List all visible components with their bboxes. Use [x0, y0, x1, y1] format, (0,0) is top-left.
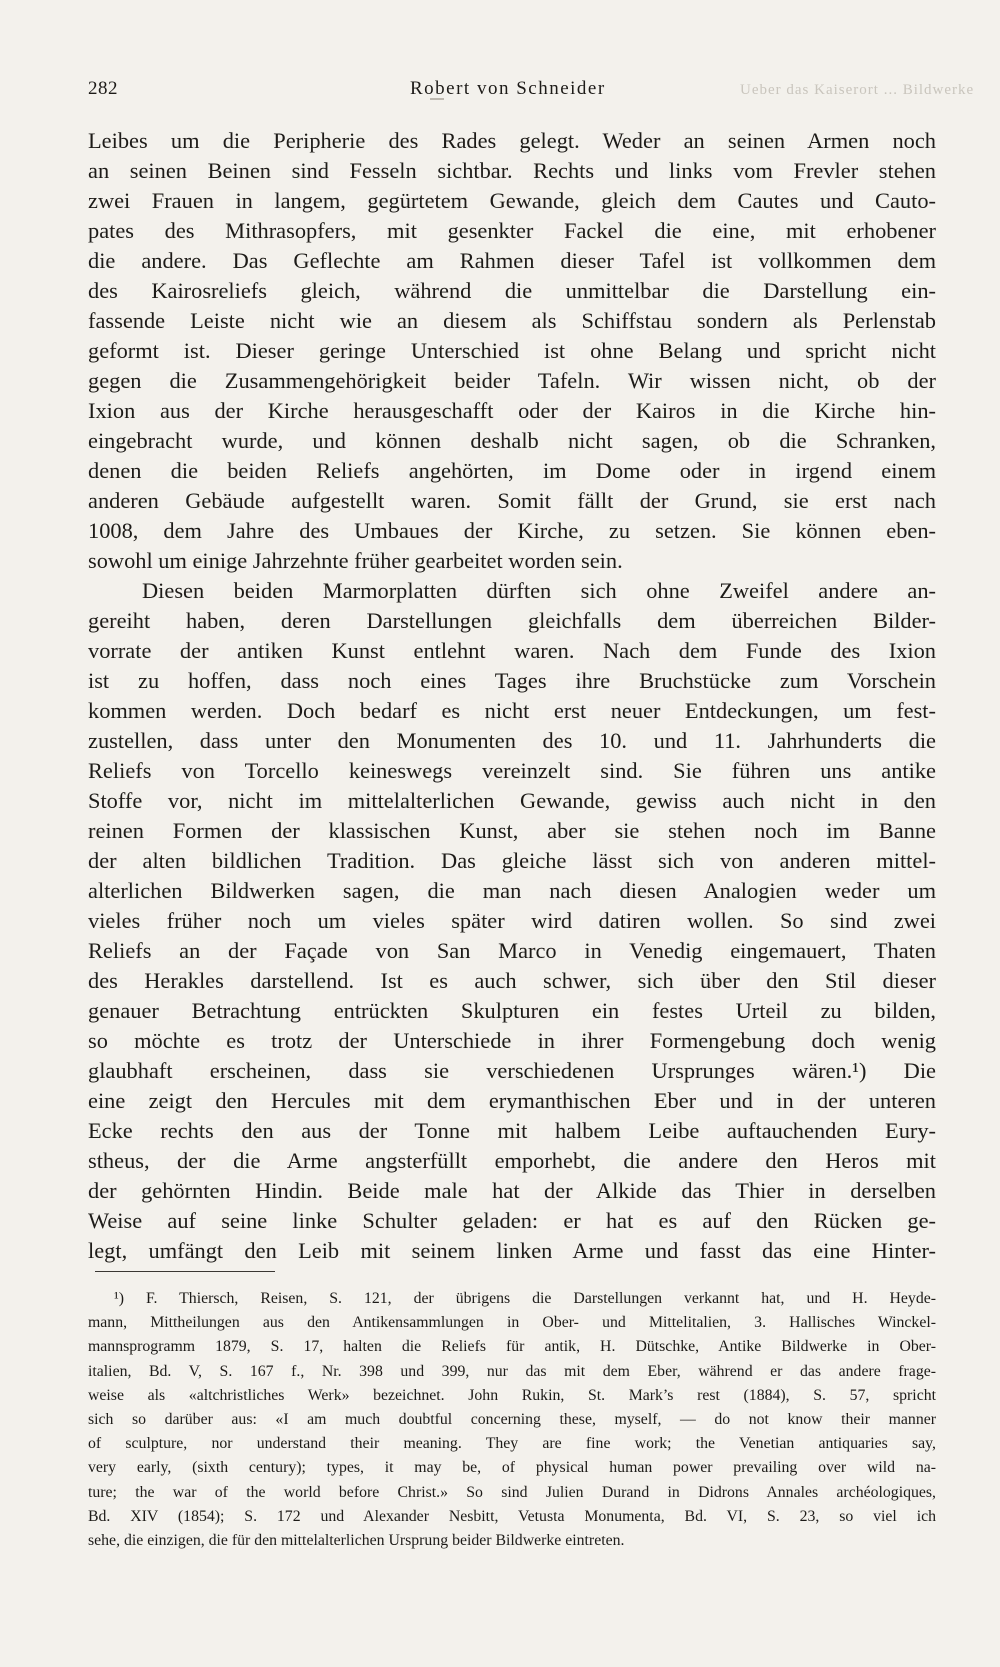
footnote-line: ¹) F. Thiersch, Reisen, S. 121, der übrigens die Darstellungen verkannt hat, und H. Heyde- — [114, 1290, 936, 1307]
text-line: fassende Leiste nicht wie an diesem als Schiffstau sondern als Perlenstab — [88, 308, 936, 333]
main-text — [88, 126, 936, 1266]
footnote-line: mannsprogramm 1879, S. 17, halten die Reliefs für antik, H. Dütschke, Antike Bildwerke in Ober- — [88, 1338, 936, 1356]
text-line: Diesen beiden Marmorplatten dürften sich ohne Zweifel andere an- — [142, 578, 936, 603]
text-line: der alten bildlichen Tradition. Das gleiche lässt sich von anderen mittel- — [88, 848, 936, 873]
page-number: 282 — [88, 78, 118, 99]
footnote-line: sich so darüber aus: «I am much doubtful concerning these, myself, — do not know their manner — [88, 1410, 936, 1428]
text-line: geformt ist. Dieser geringe Unterschied ist ohne Belang und spricht nicht — [88, 338, 936, 363]
footnote-line: weise als «altchristliches Werk» bezeichnet. John Rukin, St. Mark’s rest (1884), S. 57, spricht — [88, 1386, 936, 1404]
text-line: eingebracht wurde, und können deshalb nicht sagen, ob die Schranken, — [88, 428, 936, 453]
text-line: sowohl um einige Jahrzehnte früher gearbeitet worden sein. — [88, 548, 623, 573]
text-line: zustellen, dass unter den Monumenten des 10. und 11. Jahrhunderts die — [88, 728, 936, 753]
text-line: vieles früher noch um vieles später wird datiren wollen. So sind zwei — [88, 908, 936, 933]
footnote-line: mann, Mittheilungen aus den Antikensammlungen in Ober- und Mittelitalien, 3. Hallisches Winckel- — [88, 1314, 936, 1332]
text-line: glaubhaft erscheinen, dass sie verschiedenen Ursprunges wären.¹) Die — [88, 1058, 936, 1083]
text-line: vorrate der antiken Kunst entlehnt waren. Nach dem Funde des Ixion — [88, 638, 936, 663]
footnote-line: ture; the war of the world before Christ.» So sind Julien Durand in Didrons Annales archéologiques, — [88, 1483, 936, 1501]
text-line: Weise auf seine linke Schulter geladen: er hat es auf den Rücken ge- — [88, 1208, 936, 1233]
footnote-line: very early, (sixth century); types, it may be, of physical human power prevailing over wild na- — [88, 1459, 936, 1477]
footnote-line: Bd. XIV (1854); S. 172 und Alexander Nesbitt, Vetusta Monumenta, Bd. VI, S. 23, so viel ich — [88, 1507, 936, 1525]
text-line: des Herakles darstellend. Ist es auch schwer, sich über den Stil dieser — [88, 968, 936, 993]
text-line: gegen die Zusammengehörigkeit beider Tafeln. Wir wissen nicht, ob der — [88, 368, 936, 393]
text-line: Reliefs von Torcello keineswegs vereinzelt sind. Sie führen uns antike — [88, 758, 936, 783]
footnote-line: sehe, die einzigen, die für den mittelalterlichen Ursprung beider Bildwerke eintreten. — [88, 1531, 625, 1549]
text-line: so möchte es trotz der Unterschiede in ihrer Formengebung doch wenig — [88, 1028, 936, 1053]
text-line: eine zeigt den Hercules mit dem erymanthischen Eber und in der unteren — [88, 1088, 936, 1113]
text-line: anderen Gebäude aufgestellt waren. Somit fällt der Grund, sie erst nach — [88, 488, 936, 513]
text-line: 1008, dem Jahre des Umbaues der Kirche, zu setzen. Sie können eben- — [88, 518, 936, 543]
text-line: pates des Mithrasopfers, mit gesenkter Fackel die eine, mit erhobener — [88, 218, 936, 243]
text-line: an seinen Beinen sind Fesseln sichtbar. Rechts und links vom Frevler stehen — [88, 158, 936, 183]
text-line: Stoffe vor, nicht im mittelalterlichen Gewande, gewiss auch nicht in den — [88, 788, 936, 813]
text-line: alterlichen Bildwerken sagen, die man nach diesen Analogien weder um — [88, 878, 936, 903]
text-line: legt, umfängt den Leib mit seinem linken Arme und fasst das eine Hinter- — [88, 1238, 936, 1263]
text-line: Ixion aus der Kirche herausgeschafft oder der Kairos in die Kirche hin- — [88, 398, 936, 423]
text-line: reinen Formen der klassischen Kunst, aber sie stehen noch im Banne — [88, 818, 936, 843]
text-line: Reliefs an der Façade von San Marco in Venedig eingemauert, Thaten — [88, 938, 936, 963]
show-through-heading: Ueber das Kaiserort ... Bildwerke — [740, 82, 975, 98]
text-line: kommen werden. Doch bedarf es nicht erst neuer Entdeckungen, um fest- — [88, 698, 936, 723]
footnote-line: italien, Bd. V, S. 167 f., Nr. 398 und 399, nur das mit dem Eber, während er das andere frage- — [88, 1362, 936, 1380]
running-head: Robert von Schneider — [410, 78, 606, 99]
text-line: die andere. Das Geflechte am Rahmen dieser Tafel ist vollkommen dem — [88, 248, 936, 273]
text-line: zwei Frauen in langem, gegürtetem Gewande, gleich dem Cautes und Cauto- — [88, 188, 936, 213]
text-line: genauer Betrachtung entrückten Skulpturen ein festes Urteil zu bilden, — [88, 998, 936, 1023]
text-line: Ecke rechts den aus der Tonne mit halbem Leibe auftauchenden Eury- — [88, 1118, 936, 1143]
text-line: des Kairosreliefs gleich, während die unmittelbar die Darstellung ein- — [88, 278, 936, 303]
text-line: Leibes um die Peripherie des Rades gelegt. Weder an seinen Armen noch — [88, 128, 936, 153]
footnotes — [88, 1287, 936, 1553]
footnote-rule — [95, 1271, 275, 1272]
text-line: stheus, der die Arme angsterfüllt emporhebt, die andere den Heros mit — [88, 1148, 936, 1173]
footnote-line: of sculpture, nor understand their meaning. They are fine work; the Venetian antiquaries say, — [88, 1435, 936, 1453]
text-line: ist zu hoffen, dass noch eines Tages ihre Bruchstücke zum Vorschein — [88, 668, 936, 693]
text-line: gereiht haben, deren Darstellungen gleichfalls dem überreichen Bilder- — [88, 608, 936, 633]
text-line: der gehörnten Hindin. Beide male hat der Alkide das Thier in derselben — [88, 1178, 936, 1203]
text-line: denen die beiden Reliefs angehörten, im Dome oder in irgend einem — [88, 458, 936, 483]
page-header — [88, 78, 648, 108]
